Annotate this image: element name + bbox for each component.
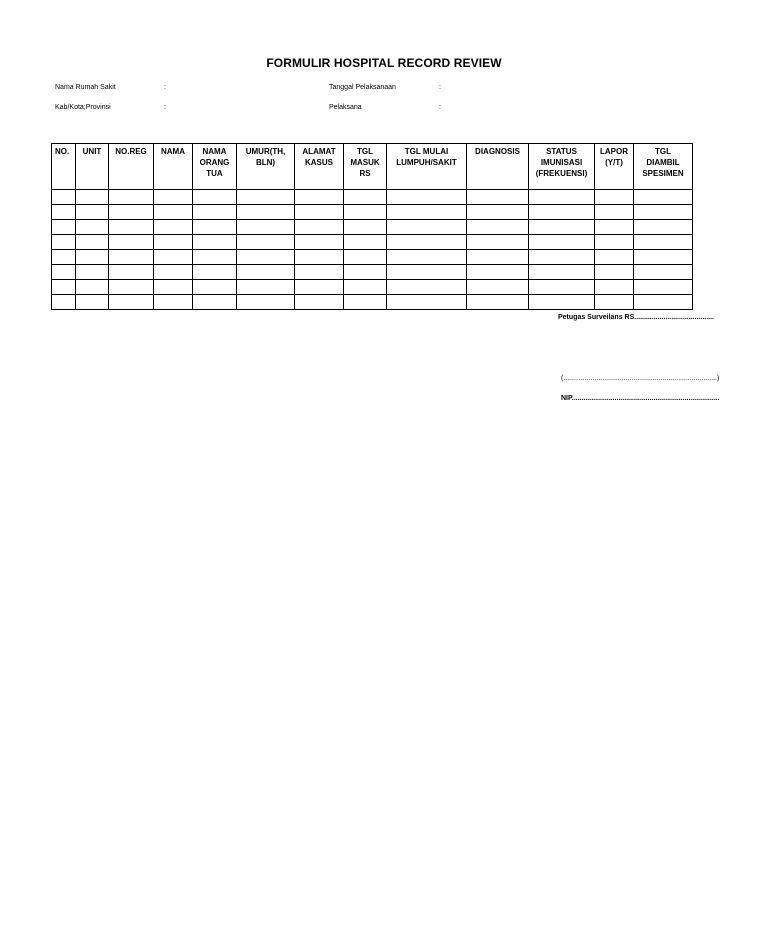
table-cell (387, 190, 467, 205)
table-header-row (52, 144, 693, 190)
table-cell (237, 295, 295, 310)
table-cell (634, 250, 693, 265)
table-cell (387, 280, 467, 295)
header-unit: UNIT (76, 144, 109, 190)
table-cell (295, 220, 344, 235)
header-tgl-mulai-lumpuh: TGL MULAI LUMPUH/SAKIT (387, 144, 467, 190)
table-cell (595, 205, 634, 220)
header-umur: UMUR(TH, BLN) (237, 144, 295, 190)
table-cell (109, 280, 154, 295)
table-cell (52, 265, 76, 280)
header-diagnosis: DIAGNOSIS (467, 144, 529, 190)
table-row (52, 280, 693, 295)
table-cell (467, 280, 529, 295)
header-tgl-diambil-spesimen: TGL DIAMBIL SPESIMEN (634, 144, 693, 190)
table-cell (154, 190, 193, 205)
table-row (52, 265, 693, 280)
table-cell (529, 190, 595, 205)
table-cell (52, 295, 76, 310)
table-cell (467, 265, 529, 280)
execution-date-colon: : (439, 84, 441, 91)
table-cell (52, 190, 76, 205)
table-row (52, 220, 693, 235)
table-cell (52, 235, 76, 250)
table-cell (387, 205, 467, 220)
table-cell (344, 190, 387, 205)
table-cell (387, 250, 467, 265)
table-cell (529, 205, 595, 220)
table-cell (387, 235, 467, 250)
table-cell (193, 295, 237, 310)
table-cell (344, 250, 387, 265)
table-cell (76, 295, 109, 310)
executor-colon: : (439, 104, 441, 111)
table-cell (193, 205, 237, 220)
table-cell (595, 235, 634, 250)
table-cell (237, 205, 295, 220)
table-cell (529, 250, 595, 265)
table-cell (529, 295, 595, 310)
table-cell (467, 220, 529, 235)
table-cell (154, 205, 193, 220)
table-cell (295, 250, 344, 265)
table-row (52, 250, 693, 265)
table-cell (344, 220, 387, 235)
table-cell (154, 280, 193, 295)
form-title: FORMULIR HOSPITAL RECORD REVIEW (266, 56, 502, 70)
table-cell (154, 265, 193, 280)
table-cell (634, 295, 693, 310)
table-cell (109, 235, 154, 250)
table-body (52, 190, 693, 310)
table-cell (295, 280, 344, 295)
table-cell (52, 250, 76, 265)
table-cell (634, 220, 693, 235)
table-row (52, 295, 693, 310)
table-cell (295, 205, 344, 220)
table-row (52, 205, 693, 220)
table-cell (154, 220, 193, 235)
table-cell (52, 220, 76, 235)
table-cell (387, 265, 467, 280)
table-cell (387, 295, 467, 310)
surveillance-officer-line: Petugas Surveilans RS......................................... (558, 314, 714, 321)
table-cell (52, 205, 76, 220)
table-cell (109, 220, 154, 235)
table-cell (634, 205, 693, 220)
header-tgl-masuk-rs: TGL MASUK RS (344, 144, 387, 190)
table-cell (295, 190, 344, 205)
table-cell (237, 280, 295, 295)
header-nama-orang-tua: NAMA ORANG TUA (193, 144, 237, 190)
table-cell (193, 250, 237, 265)
table-cell (467, 250, 529, 265)
table-cell (467, 205, 529, 220)
table-cell (109, 205, 154, 220)
table-cell (634, 190, 693, 205)
table-cell (237, 220, 295, 235)
nip-line: NIP............................................................................ (561, 395, 720, 402)
table-cell (193, 280, 237, 295)
table-cell (529, 280, 595, 295)
table-cell (529, 235, 595, 250)
table-cell (76, 205, 109, 220)
table-cell (595, 190, 634, 205)
header-no: NO. (52, 144, 76, 190)
table-cell (595, 295, 634, 310)
region-label: Kab/Kota;Provinsi (55, 104, 111, 111)
table-cell (76, 250, 109, 265)
table-cell (154, 250, 193, 265)
header-no-reg: NO.REG (109, 144, 154, 190)
table-cell (344, 235, 387, 250)
table-cell (595, 280, 634, 295)
table-cell (237, 250, 295, 265)
table-cell (76, 220, 109, 235)
table-cell (344, 265, 387, 280)
table-cell (295, 235, 344, 250)
table-cell (109, 190, 154, 205)
table-cell (154, 295, 193, 310)
header-lapor: LAPOR (Y/T) (595, 144, 634, 190)
table-cell (344, 280, 387, 295)
region-colon: : (164, 104, 166, 111)
table-cell (76, 265, 109, 280)
table-cell (595, 250, 634, 265)
table-cell (237, 235, 295, 250)
hospital-name-colon: : (164, 84, 166, 91)
executor-label: Pelaksana (329, 104, 362, 111)
table-cell (529, 265, 595, 280)
table-cell (467, 295, 529, 310)
table-cell (595, 265, 634, 280)
table-cell (344, 295, 387, 310)
execution-date-label: Tanggal Pelaksanaan (329, 84, 396, 91)
table-cell (193, 220, 237, 235)
table-cell (154, 235, 193, 250)
table-cell (344, 205, 387, 220)
table-cell (295, 295, 344, 310)
table-cell (109, 250, 154, 265)
table-cell (193, 265, 237, 280)
table-cell (193, 190, 237, 205)
table-cell (295, 265, 344, 280)
table-cell (52, 280, 76, 295)
table-cell (237, 190, 295, 205)
table-cell (109, 265, 154, 280)
header-alamat-kasus: ALAMAT KASUS (295, 144, 344, 190)
table-row (52, 190, 693, 205)
table-cell (237, 265, 295, 280)
table-cell (595, 220, 634, 235)
table-cell (467, 190, 529, 205)
table-cell (467, 235, 529, 250)
table-cell (634, 265, 693, 280)
header-status-imunisasi: STATUS IMUNISASI (FREKUENSI) (529, 144, 595, 190)
table-cell (634, 235, 693, 250)
table-cell (76, 235, 109, 250)
table-cell (529, 220, 595, 235)
record-table (51, 143, 693, 310)
hospital-name-label: Nama Rumah Sakit (55, 84, 116, 91)
table-cell (76, 190, 109, 205)
signature-name-line: (...............................................................................) (561, 375, 720, 382)
table-cell (387, 220, 467, 235)
table-cell (109, 295, 154, 310)
table-cell (193, 235, 237, 250)
table-cell (634, 280, 693, 295)
header-nama: NAMA (154, 144, 193, 190)
table-row (52, 235, 693, 250)
table-cell (76, 280, 109, 295)
